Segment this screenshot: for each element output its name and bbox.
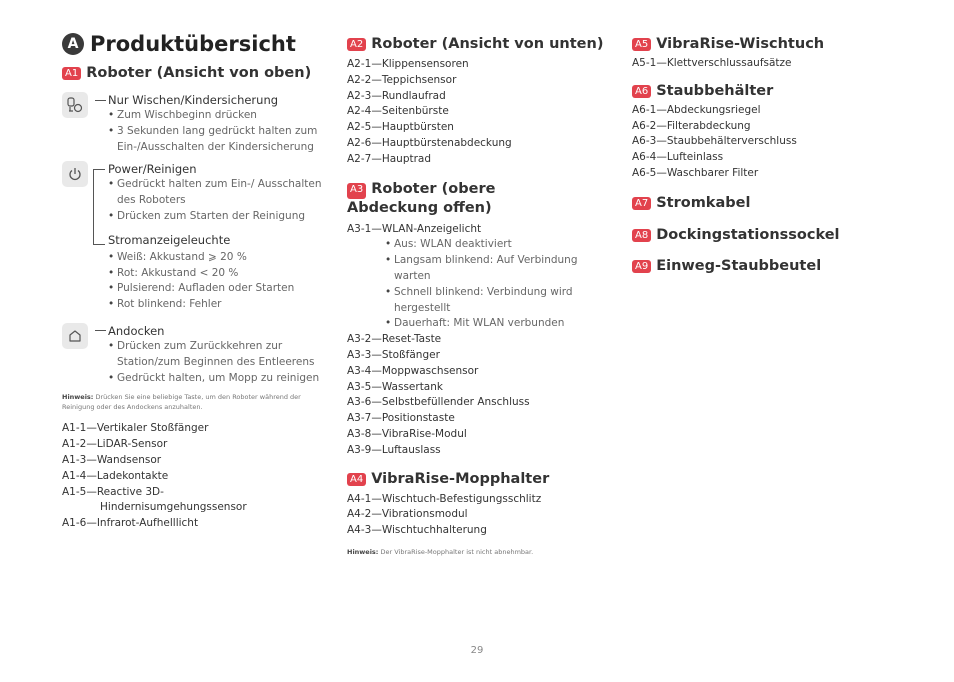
bullet: • Gedrückt halten, um Mopp zu reinigen xyxy=(108,371,327,387)
bullet: • Drücken zum Zurückkehren zur Station/zum Beginnen des Entleerens xyxy=(108,339,327,371)
a6-tag: A6 xyxy=(632,85,651,98)
a9-heading xyxy=(632,257,897,276)
note-text: Der VibraRise-Mopphalter ist nicht abnehmbar. xyxy=(380,547,534,556)
column-middle xyxy=(347,35,612,557)
a7-tag: A7 xyxy=(632,197,651,210)
a3-heading xyxy=(347,180,612,218)
a6-heading xyxy=(632,82,897,101)
a6-title: Staubbehälter xyxy=(656,82,774,99)
list-item: A3-3—Stoßfänger xyxy=(347,348,440,361)
page-number: 29 xyxy=(470,645,484,656)
note-label: Hinweis: xyxy=(62,393,94,402)
a8-heading xyxy=(632,226,897,245)
list-item: A4-3—Wischtuchhalterung xyxy=(347,524,487,537)
list-item: A6-5—Waschbarer Filter xyxy=(632,166,759,179)
list-item: A1-5—Reactive 3D- xyxy=(62,485,164,498)
a3-items xyxy=(347,222,612,238)
bullet: • Gedrückt halten zum Ein-/ Ausschalten des Roboters xyxy=(108,177,327,209)
a5-items xyxy=(632,56,897,72)
home-dock-icon xyxy=(62,323,88,349)
a4-title: VibraRise-Mopphalter xyxy=(371,470,550,487)
feature-label: Power/Reinigen xyxy=(108,162,197,177)
bullet: • Langsam blinkend: Auf Verbindung warten xyxy=(385,253,590,285)
page-title xyxy=(62,32,327,56)
list-item: A6-1—Abdeckungsriegel xyxy=(632,103,761,116)
a9-tag: A9 xyxy=(632,260,651,273)
a8-title: Dockingstationssockel xyxy=(656,226,840,243)
a3-items-rest xyxy=(347,332,612,458)
a7-heading xyxy=(632,194,897,213)
note-text: Drücken Sie eine beliebige Taste, um den Roboter während der Reinigung oder des Andockens anzuhalten. xyxy=(62,393,301,412)
a9-title: Einweg-Staubbeutel xyxy=(656,257,822,274)
mop-childlock-icon xyxy=(62,92,88,118)
list-item: A4-2—Vibrationsmodul xyxy=(347,508,468,521)
list-item: A1-6—Infrarot-Aufhelllicht xyxy=(62,517,199,530)
a1-tag: A1 xyxy=(62,67,81,80)
list-item: A3-6—Selbstbefüllender Anschluss xyxy=(347,396,530,409)
column-left xyxy=(62,32,327,532)
a2-title: Roboter (Ansicht von unten) xyxy=(371,36,604,52)
a4-tag: A4 xyxy=(347,473,366,486)
feature-power-clean xyxy=(62,161,327,313)
list-item: A3-8—VibraRise-Modul xyxy=(347,427,467,440)
a3-tag: A3 xyxy=(347,183,366,199)
list-item-continued: Hindernisumgehungssensor xyxy=(100,501,247,514)
bullet: • Rot blinkend: Fehler xyxy=(108,297,327,313)
a7-title: Stromkabel xyxy=(656,194,751,211)
list-item: A1-2—LiDAR-Sensor xyxy=(62,438,168,451)
note-label: Hinweis: xyxy=(347,547,379,556)
bullet: • Rot: Akkustand < 20 % xyxy=(108,266,327,282)
a2-items xyxy=(347,57,612,168)
bracket-bottom xyxy=(93,244,105,245)
a1-heading xyxy=(62,64,327,83)
feature-dock xyxy=(62,323,327,386)
a5-title: VibraRise-Wischtuch xyxy=(656,36,825,52)
feature-mop-only-childlock xyxy=(62,92,327,155)
bullet: • Drücken zum Starten der Reinigung xyxy=(108,209,327,225)
list-item: A3-2—Reset-Taste xyxy=(347,333,442,346)
page-title-text: Produktübersicht xyxy=(90,32,296,56)
a3-title-line2: Abdeckung offen) xyxy=(347,199,492,216)
list-item: A6-3—Staubbehälterverschluss xyxy=(632,135,797,148)
list-item: A2-1—Klippensensoren xyxy=(347,58,469,70)
list-item: A3-9—Luftauslass xyxy=(347,443,441,456)
a8-tag: A8 xyxy=(632,229,651,242)
list-item: A2-6—Hauptbürstenabdeckung xyxy=(347,136,512,149)
list-item: A1-4—Ladekontakte xyxy=(62,469,169,482)
list-item: A3-1—WLAN-Anzeigelicht xyxy=(347,222,482,235)
a1-items xyxy=(62,421,327,532)
list-item: A3-4—Moppwaschsensor xyxy=(347,364,479,377)
a1-title: Roboter (Ansicht von oben) xyxy=(86,65,312,81)
list-item: A2-7—Hauptrad xyxy=(347,152,432,165)
a4-heading xyxy=(347,470,612,489)
list-item: A1-3—Wandsensor xyxy=(62,453,162,466)
list-item: A1-1—Vertikaler Stoßfänger xyxy=(62,422,209,435)
bullet: • Aus: WLAN deaktiviert xyxy=(385,237,590,253)
bullet: • Zum Wischbeginn drücken xyxy=(108,108,327,124)
list-item: A3-5—Wassertank xyxy=(347,380,443,393)
a1-note xyxy=(62,392,327,412)
section-a-badge: A xyxy=(62,33,84,55)
a5-tag: A5 xyxy=(632,38,651,51)
list-item: A2-5—Hauptbürsten xyxy=(347,121,454,134)
a4-note xyxy=(347,547,612,557)
list-item: A2-2—Teppichsensor xyxy=(347,73,457,86)
feature-label: Stromanzeigeleuchte xyxy=(108,232,231,247)
a3-wifi-bullets xyxy=(385,237,590,332)
a3-title-line1: Roboter (obere xyxy=(371,180,496,197)
a6-items xyxy=(632,103,897,182)
list-item: A6-2—Filterabdeckung xyxy=(632,119,751,132)
list-item: A2-4—Seitenbürste xyxy=(347,105,449,118)
bullet: • Weiß: Akkustand ⩾ 20 % xyxy=(108,250,327,266)
list-item: A2-3—Rundlaufrad xyxy=(347,89,446,102)
bullet: • 3 Sekunden lang gedrückt halten zum Ein-/Ausschalten der Kindersicherung xyxy=(108,124,327,156)
bracket-top xyxy=(93,169,105,170)
a4-items xyxy=(347,492,612,539)
feature-label: Nur Wischen/Kindersicherung xyxy=(108,93,279,107)
list-item: A4-1—Wischtuch-Befestigungsschlitz xyxy=(347,492,542,505)
feature-label: Andocken xyxy=(108,323,165,338)
column-right xyxy=(632,35,897,276)
list-item: A6-4—Lufteinlass xyxy=(632,151,724,164)
bullet: • Dauerhaft: Mit WLAN verbunden xyxy=(385,316,590,332)
a2-tag: A2 xyxy=(347,38,366,51)
bullet: • Schnell blinkend: Verbindung wird hergestellt xyxy=(385,285,590,317)
a5-heading xyxy=(632,35,897,54)
a2-heading xyxy=(347,35,612,54)
bracket-line xyxy=(93,169,94,244)
power-icon xyxy=(62,161,88,187)
list-item: A3-7—Positionstaste xyxy=(347,412,455,425)
list-item: A5-1—Klettverschlussaufsätze xyxy=(632,57,792,69)
bullet: • Pulsierend: Aufladen oder Starten xyxy=(108,281,327,297)
